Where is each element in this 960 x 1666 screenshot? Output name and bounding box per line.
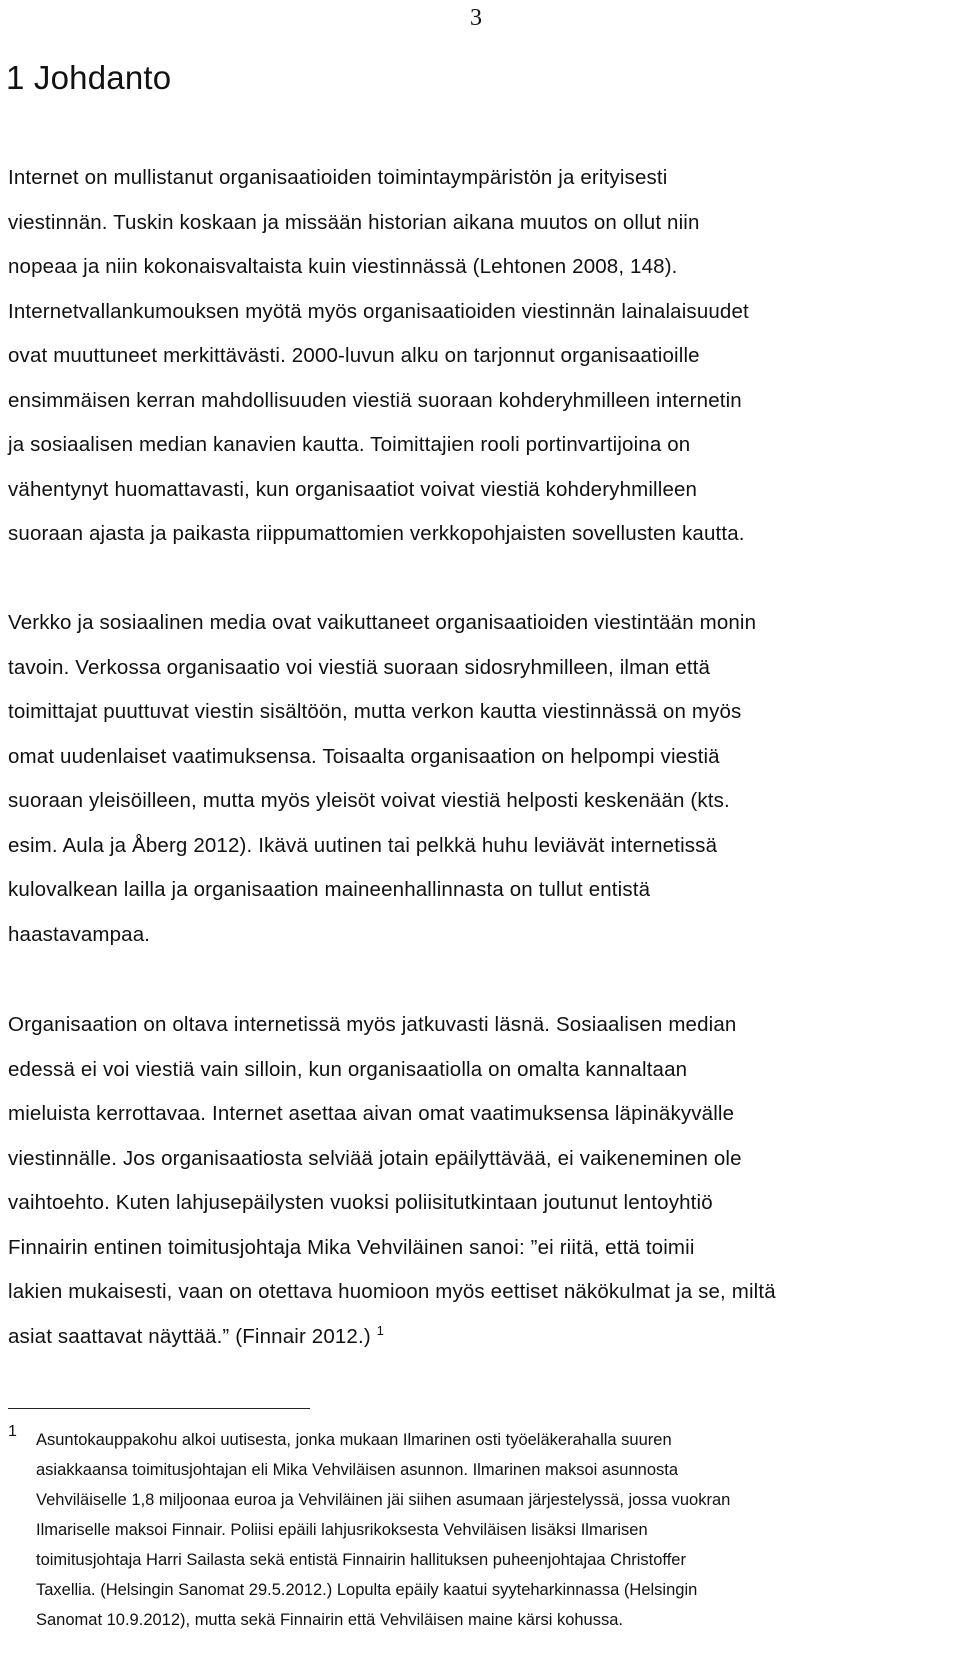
footnote-line: Asuntokauppakohu alkoi uutisesta, jonka mukaan Ilmarinen osti työeläkerahalla suuren xyxy=(36,1431,672,1449)
footnote-divider xyxy=(8,1408,310,1409)
text-line: Finnairin entinen toimitusjohtaja Mika Vehviläinen sanoi: ”ei riitä, että toimii xyxy=(8,1235,695,1259)
text-line: suoraan ajasta ja paikasta riippumattomien verkkopohjaisten sovellusten kautta. xyxy=(8,522,745,545)
text-line: esim. Aula ja Åberg 2012). Ikävä uutinen tai pelkkä huhu leviävät internetissä xyxy=(8,833,718,857)
text-line: Organisaation on oltava internetissä myös jatkuvasti läsnä. Sosiaalisen median xyxy=(8,1013,737,1036)
page-number: 3 xyxy=(470,5,482,31)
text-line: haastavampaa. xyxy=(8,922,151,946)
body-paragraph-3 xyxy=(8,1003,953,1359)
text-line: mieluista kerrottavaa. Internet asettaa aivan omat vaatimuksensa läpinäkyvälle xyxy=(8,1102,735,1125)
text-line: ja sosiaalisen median kanavien kautta. Toimittajien rooli portinvartijoina on xyxy=(8,433,691,456)
footnote-marker: 1 xyxy=(8,1423,17,1440)
footnote-line: Sanomat 10.9.2012), mutta sekä Finnairin että Vehviläisen maine kärsi kohussa. xyxy=(36,1611,623,1629)
text-line: kulovalkean lailla ja organisaation maineenhallinnasta on tullut entistä xyxy=(8,878,651,901)
text-line: suoraan yleisöilleen, mutta myös yleisöt voivat viestiä helposti keskenään (kts. xyxy=(8,789,730,812)
footnote-line: Vehviläiselle 1,8 miljoonaa euroa ja Vehviläinen jäi siihen asumaan järjestelyssä, jossa vuokran xyxy=(36,1491,731,1509)
text-line: nopeaa ja niin kokonaisvaltaista kuin viestinnässä (Lehtonen 2008, 148). xyxy=(8,255,678,278)
text-line: tavoin. Verkossa organisaatio voi viestiä suoraan sidosryhmilleen, ilman että xyxy=(8,655,711,679)
text-line: vaihtoehto. Kuten lahjusepäilysten vuoksi poliisitutkintaan joutunut lentoyhtiö xyxy=(8,1191,713,1214)
text-line: Internet on mullistanut organisaatioiden toimintaympäristön ja erityisesti xyxy=(8,166,668,189)
text-line: vähentynyt huomattavasti, kun organisaatiot voivat viestiä kohderyhmilleen xyxy=(8,477,698,501)
text-line: toimittajat puuttuvat viestin sisältöön, mutta verkon kautta viestinnässä on myös xyxy=(8,700,742,723)
footnote-line: Taxellia. (Helsingin Sanomat 29.5.2012.) Lopulta epäily kaatui syyteharkinnassa (Helsingin xyxy=(36,1581,698,1599)
text-line: lakien mukaisesti, vaan on otettava huomioon myös eettiset näkökulmat ja se, miltä xyxy=(8,1280,776,1303)
footnote-line: toimitusjohtaja Harri Sailasta sekä entistä Finnairin hallituksen puheenjohtajaa Christoffer xyxy=(36,1551,686,1569)
footnote-line: Ilmariselle maksoi Finnair. Poliisi epäili lahjusrikoksesta Vehviläisen lisäksi Ilmarisen xyxy=(36,1521,648,1539)
text-line: omat uudenlaiset vaatimuksensa. Toisaalta organisaation on helpompi viestiä xyxy=(8,744,720,768)
footnote-reference[interactable]: 1 xyxy=(376,1322,385,1338)
text-line: ovat muuttuneet merkittävästi. 2000-luvun alku on tarjonnut organisaatioille xyxy=(8,344,700,367)
chapter-title: 1 Johdanto xyxy=(6,59,172,96)
text-line: asiat saattavat näyttää.” (Finnair 2012.) xyxy=(8,1324,371,1348)
text-line: edessä ei voi viestiä vain silloin, kun organisaatiolla on omalta kannaltaan xyxy=(8,1057,688,1081)
footnote-text xyxy=(36,1425,951,1635)
body-paragraph-2 xyxy=(8,601,953,957)
footnote-line: asiakkaansa toimitusjohtajan eli Mika Vehviläisen asunnon. Ilmarinen maksoi asunnosta xyxy=(36,1461,679,1479)
text-line: viestinnälle. Jos organisaatiosta selviää jotain epäilyttävää, ei vaikeneminen ole xyxy=(8,1146,742,1170)
text-line: viestinnän. Tuskin koskaan ja missään historian aikana muutos on ollut niin xyxy=(8,210,700,234)
text-line: ensimmäisen kerran mahdollisuuden viestiä suoraan kohderyhmilleen internetin xyxy=(8,388,742,412)
text-line-with-footnote xyxy=(8,1315,953,1360)
body-paragraph-1 xyxy=(8,156,953,557)
text-line: Verkko ja sosiaalinen media ovat vaikuttaneet organisaatioiden viestintään monin xyxy=(8,611,757,634)
text-line: Internetvallankumouksen myötä myös organisaatioiden viestinnän lainalaisuudet xyxy=(8,299,749,323)
